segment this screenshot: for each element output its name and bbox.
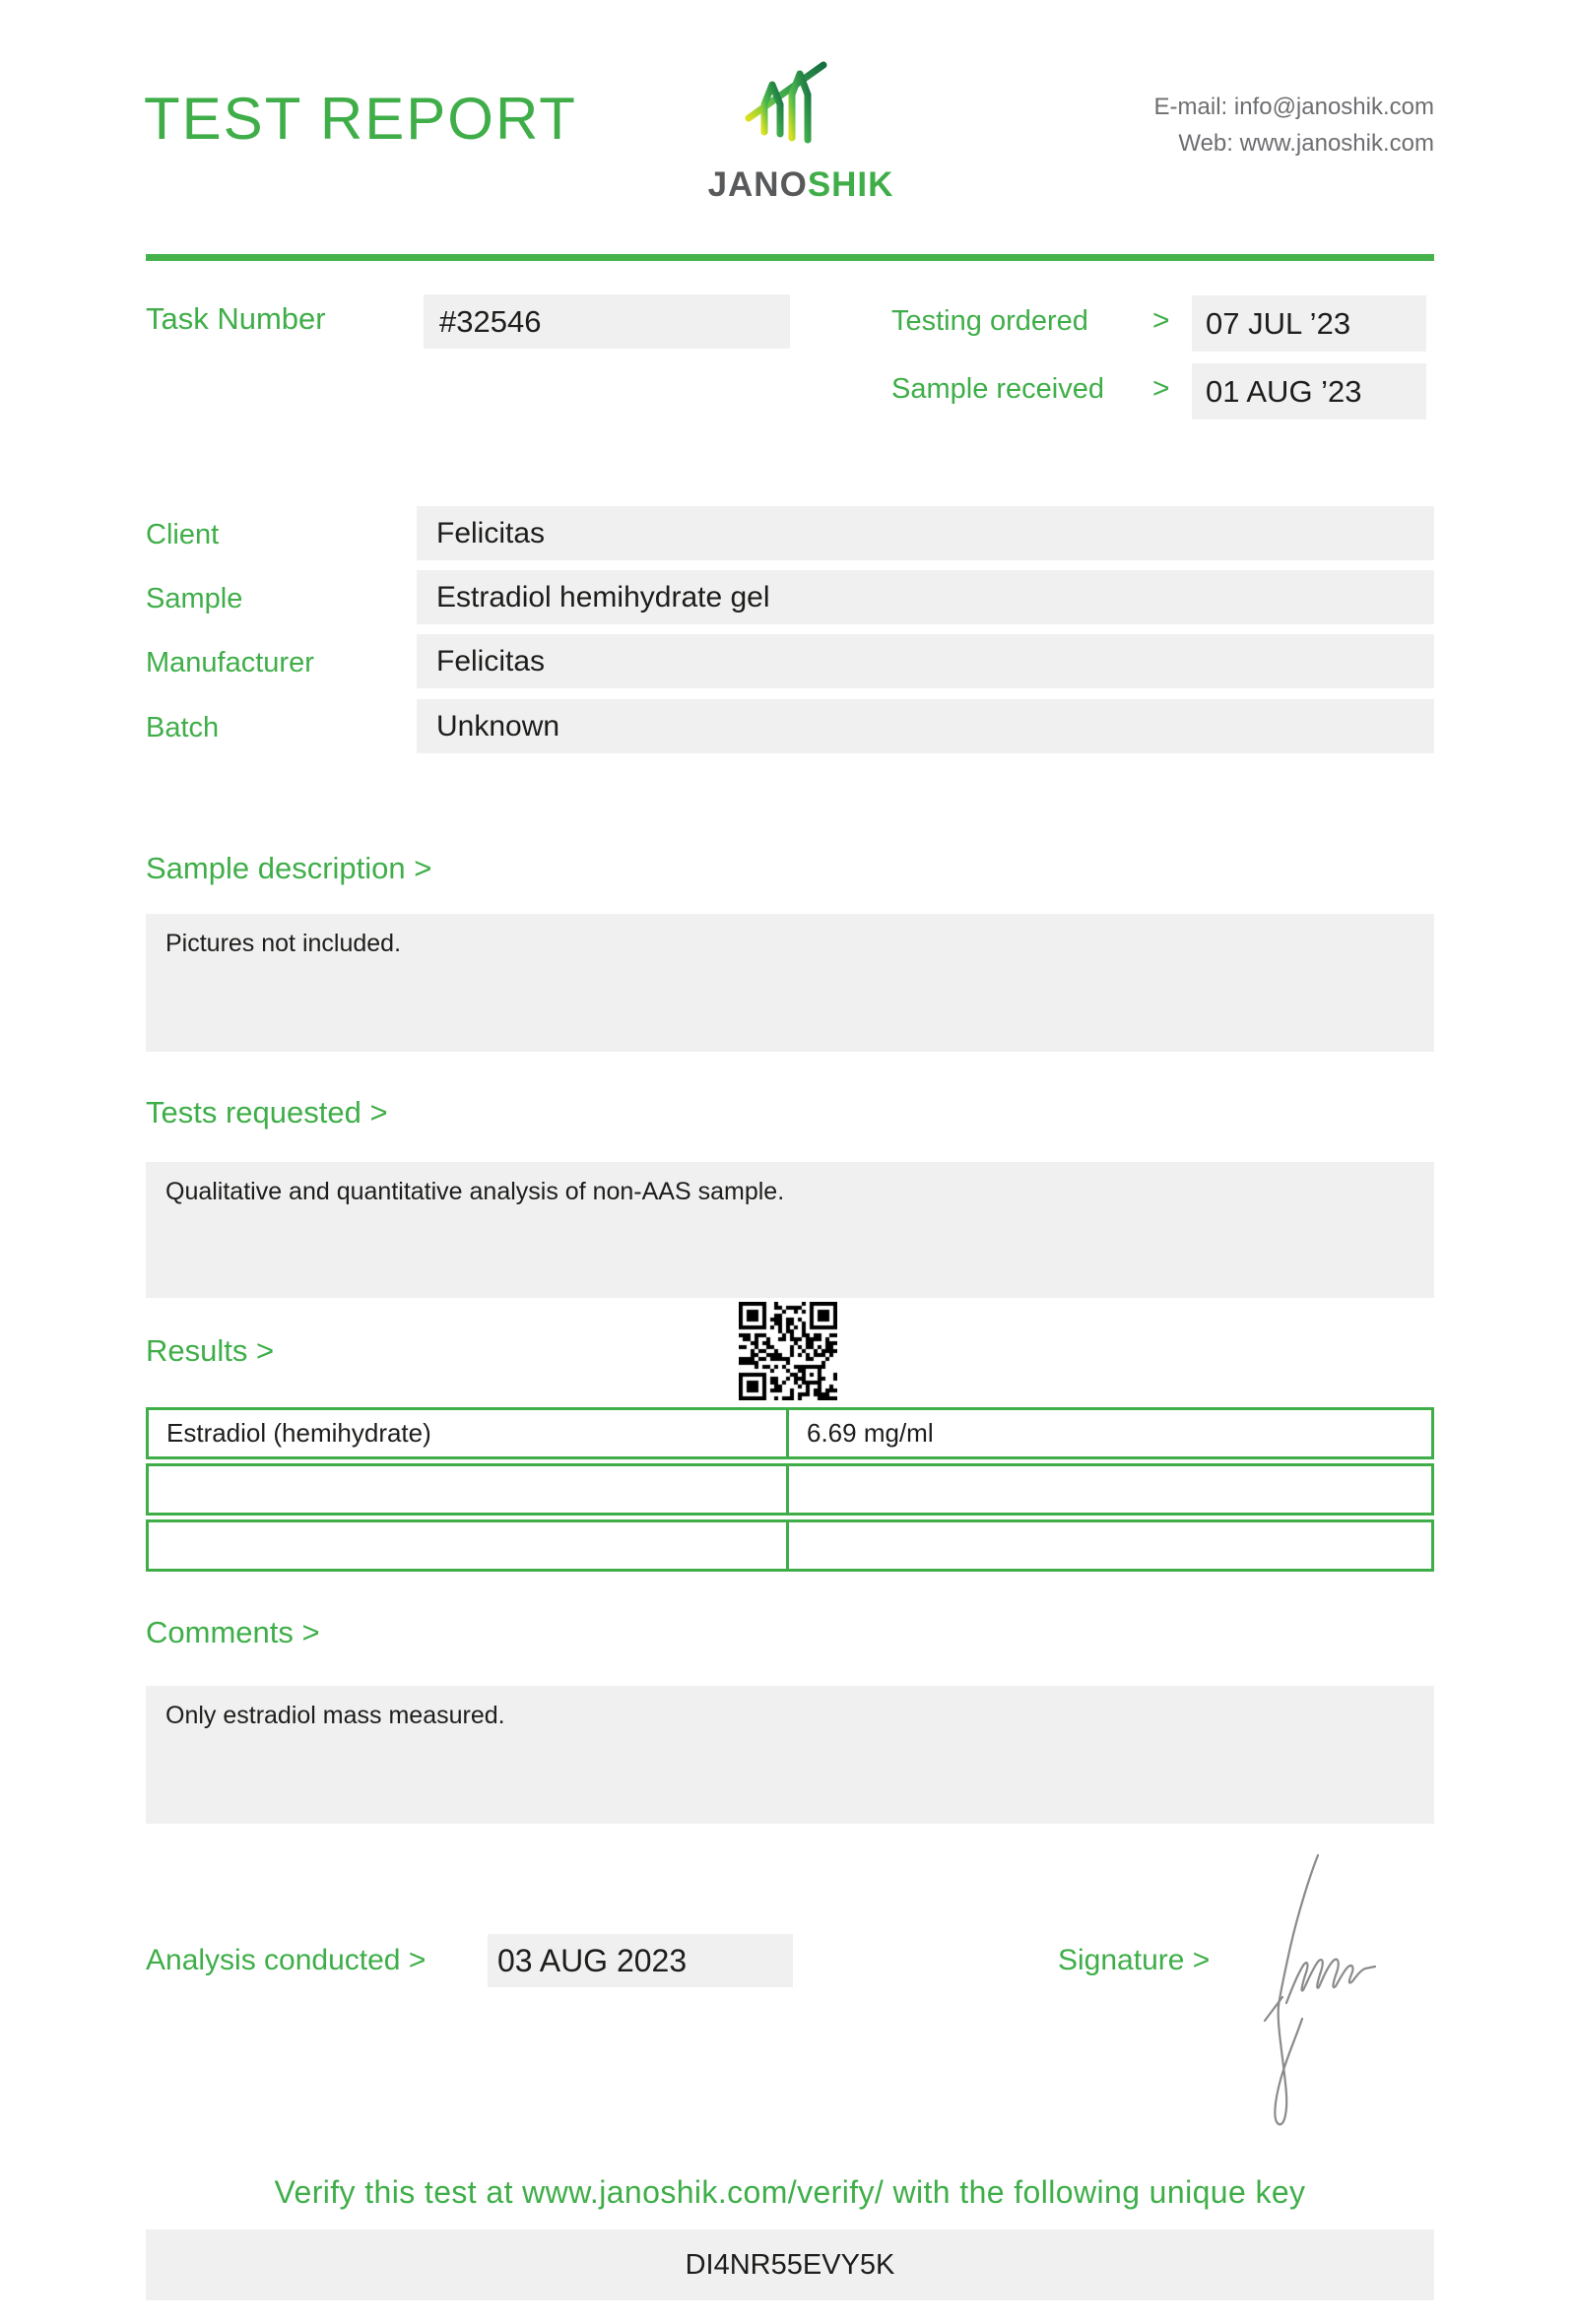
manufacturer-value: Felicitas (417, 634, 1434, 688)
client-label: Client (146, 519, 220, 550)
results-heading: Results > (146, 1333, 275, 1368)
batch-value: Unknown (417, 699, 1434, 753)
sample-received-arrow-icon: > (1152, 372, 1170, 405)
tests-requested-box (146, 1162, 1434, 1298)
sample-description-text: Pictures not included. (165, 930, 402, 957)
result-value (789, 1522, 1431, 1569)
testing-ordered-arrow-icon: > (1152, 304, 1170, 337)
contact-email: E-mail: info@janoshik.com (1153, 94, 1434, 120)
signature-label: Signature > (1058, 1944, 1211, 1976)
page-title: TEST REPORT (144, 86, 577, 152)
client-value: Felicitas (417, 506, 1434, 560)
sample-received-date: 01 AUG ’23 (1192, 363, 1426, 420)
sample-value: Estradiol hemihydrate gel (417, 570, 1434, 624)
testing-ordered-label: Testing ordered (891, 305, 1088, 337)
wordmark-jano: JANO (707, 165, 808, 204)
sample-description-box (146, 914, 1434, 1052)
table-row (146, 1519, 1434, 1572)
testing-ordered-date: 07 JUL ’23 (1192, 295, 1426, 352)
task-number-label: Task Number (146, 301, 326, 336)
tests-requested-heading: Tests requested > (146, 1095, 388, 1130)
task-number-value: #32546 (424, 294, 790, 349)
tests-requested-text: Qualitative and quantitative analysis of non-AAS sample. (165, 1178, 785, 1205)
contact-web: Web: www.janoshik.com (1178, 130, 1434, 157)
table-row (146, 1407, 1434, 1459)
comments-box (146, 1686, 1434, 1824)
verify-instruction: Verify this test at www.janoshik.com/verify/ with the following unique key (274, 2174, 1306, 2210)
janoshik-chart-logo-icon (741, 57, 831, 164)
sample-received-label: Sample received (891, 373, 1104, 405)
sample-description-heading: Sample description > (146, 851, 432, 885)
result-analyte (149, 1522, 789, 1569)
unique-key-value: DI4NR55EVY5K (146, 2229, 1434, 2300)
result-value: 6.69 mg/ml (807, 1418, 934, 1448)
result-analyte: Estradiol (hemihydrate) (149, 1410, 789, 1456)
analysis-conducted-date: 03 AUG 2023 (488, 1934, 793, 1987)
analysis-conducted-label: Analysis conducted > (146, 1944, 427, 1976)
result-analyte (149, 1466, 789, 1513)
results-table (146, 1407, 1434, 1576)
header-divider (146, 254, 1434, 261)
comments-text: Only estradiol mass measured. (165, 1702, 505, 1729)
sample-label: Sample (146, 583, 243, 614)
manufacturer-label: Manufacturer (146, 647, 314, 678)
comments-heading: Comments > (146, 1615, 320, 1649)
wordmark-shik: SHIK (807, 165, 894, 204)
table-row (146, 1463, 1434, 1516)
janoshik-wordmark (680, 165, 922, 205)
signature-image (1249, 1843, 1476, 2168)
contact-block (1154, 89, 1434, 161)
batch-label: Batch (146, 712, 220, 743)
result-value (789, 1466, 1431, 1513)
qr-code (739, 1302, 837, 1400)
